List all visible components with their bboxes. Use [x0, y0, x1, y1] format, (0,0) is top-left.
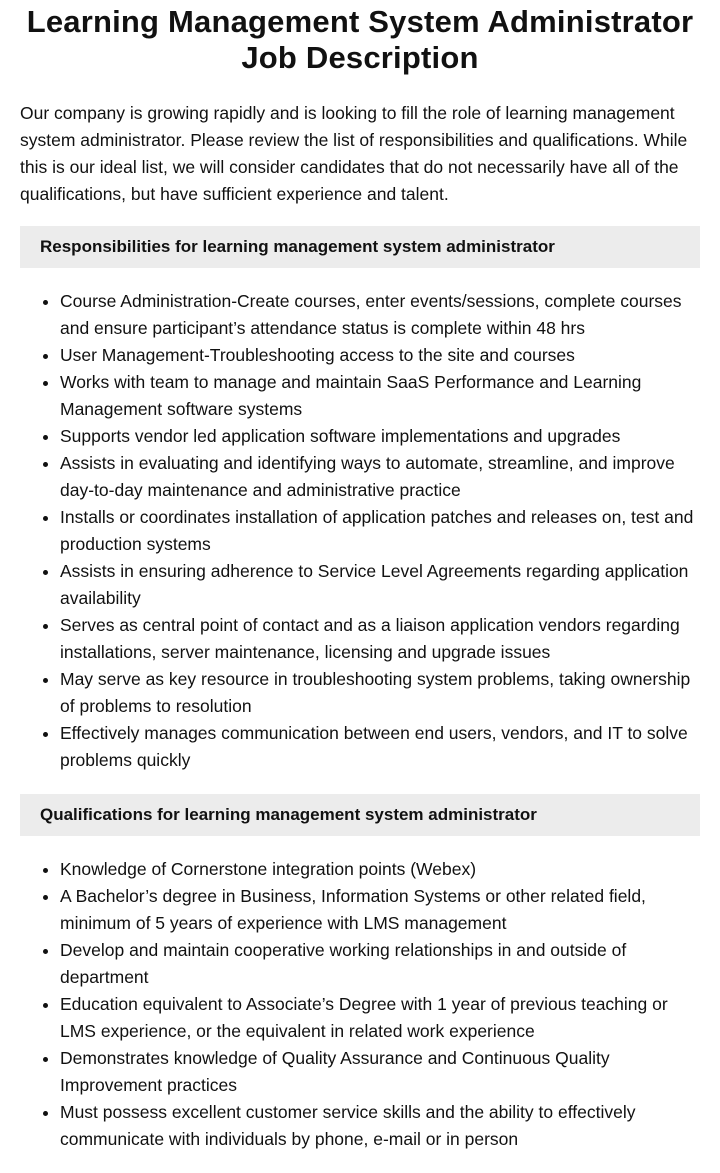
responsibility-item: • Effectively manages communication between end users, vendors, and IT to solve problems quickly: [60, 720, 700, 774]
responsibility-item: • User Management-Troubleshooting access to the site and courses: [60, 342, 700, 369]
qualifications-header: Qualifications for learning management system administrator: [20, 794, 700, 836]
responsibility-item: • May serve as key resource in troubleshooting system problems, taking ownership of problems to resolution: [60, 666, 700, 720]
responsibility-item: • Serves as central point of contact and as a liaison application vendors regarding installations, server maintenance, licensing and upgrade issues: [60, 612, 700, 666]
responsibility-item: • Works with team to manage and maintain SaaS Performance and Learning Management software systems: [60, 369, 700, 423]
qualifications-list: [20, 856, 700, 1153]
page-title: Learning Management System Administrator Job Description: [26, 4, 694, 75]
qualification-item: • Education equivalent to Associate’s Degree with 1 year of previous teaching or LMS experience, or the equivalent in related work experience: [60, 991, 700, 1045]
responsibility-item: • Course Administration-Create courses, enter events/sessions, complete courses and ensure participant’s attendance status is complete within 48 hrs: [60, 288, 700, 342]
responsibilities-header: Responsibilities for learning management system administrator: [20, 226, 700, 268]
qualification-item: • Develop and maintain cooperative working relationships in and outside of department: [60, 937, 700, 991]
qualification-item: • A Bachelor’s degree in Business, Information Systems or other related field, minimum of 5 years of experience with LMS management: [60, 883, 700, 937]
responsibility-item: • Assists in evaluating and identifying ways to automate, streamline, and improve day-to-day maintenance and administrative practice: [60, 450, 700, 504]
responsibilities-list: [20, 288, 700, 774]
responsibility-item: • Installs or coordinates installation of application patches and releases on, test and production systems: [60, 504, 700, 558]
responsibility-item: • Supports vendor led application software implementations and upgrades: [60, 423, 700, 450]
responsibility-item: • Assists in ensuring adherence to Service Level Agreements regarding application availability: [60, 558, 700, 612]
intro-paragraph: Our company is growing rapidly and is looking to fill the role of learning management system administrator. Please review the list of responsibilities and qualifications. While this is our ideal list, we will consider candidates that do not necessarily have all of the qualifications, but have sufficient experience and talent.: [20, 103, 688, 204]
qualification-item: • Must possess excellent customer service skills and the ability to effectively communicate with individuals by phone, e-mail or in person: [60, 1099, 700, 1153]
qualification-item: • Demonstrates knowledge of Quality Assurance and Continuous Quality Improvement practices: [60, 1045, 700, 1099]
qualification-item: • Knowledge of Cornerstone integration points (Webex): [60, 856, 700, 883]
